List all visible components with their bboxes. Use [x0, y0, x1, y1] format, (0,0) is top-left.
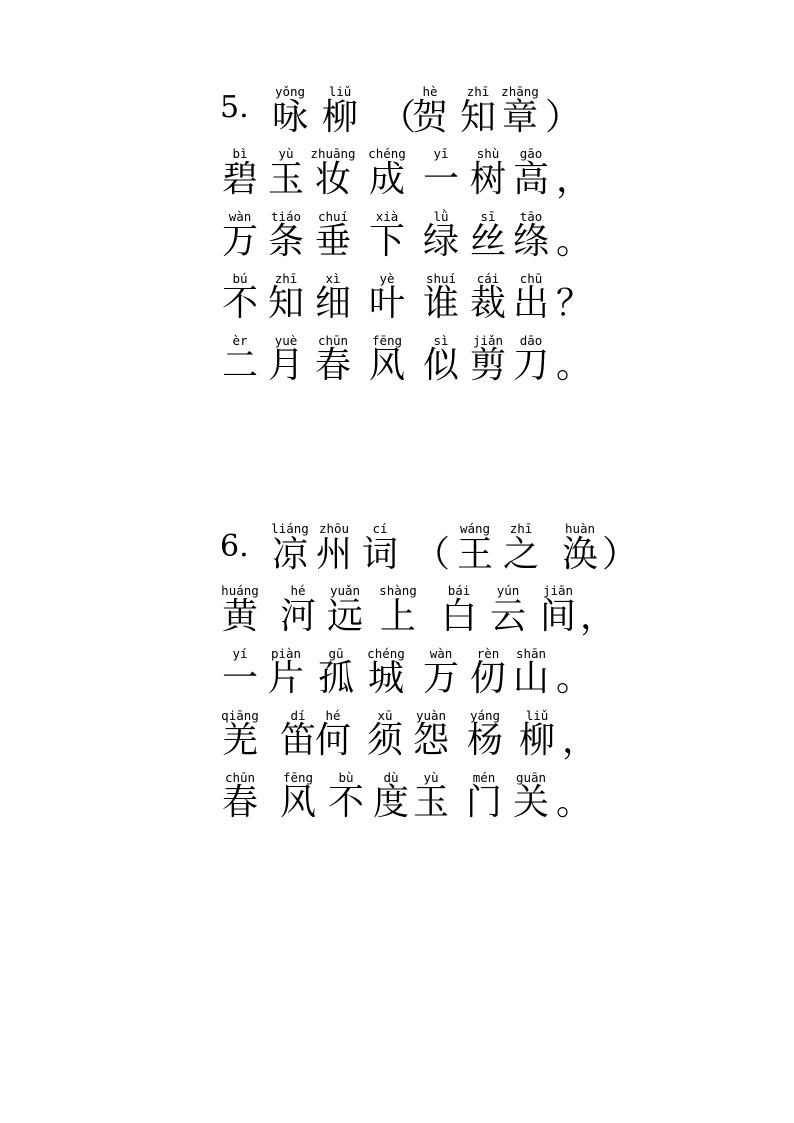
pinyin: gū: [328, 646, 344, 661]
pinyin: yún: [496, 583, 520, 598]
hanzi-character: 条: [267, 221, 305, 262]
hanzi-character: 似: [422, 345, 460, 386]
pinyin: hé: [290, 583, 306, 598]
pinyin: fēng: [282, 770, 314, 785]
pinyin: chéng: [367, 646, 405, 661]
hanzi-character: 贺: [411, 97, 449, 138]
pinyin: chūn: [317, 333, 349, 348]
punctuation: ，: [561, 720, 599, 761]
pinyin: zhuāng: [310, 146, 356, 161]
hanzi-character: 下: [368, 221, 406, 262]
hanzi-character: 涣: [561, 534, 599, 575]
pinyin: cái: [476, 271, 500, 286]
hanzi-character: 玉: [267, 159, 305, 200]
hanzi-character: 城: [367, 658, 405, 699]
hanzi-character: 之: [502, 534, 540, 575]
punctuation: ？: [555, 283, 593, 324]
pinyin: yí: [232, 646, 248, 661]
pinyin: gāo: [519, 146, 543, 161]
pinyin: piàn: [270, 646, 302, 661]
pinyin: yù: [423, 770, 439, 785]
punctuation: ）: [544, 97, 582, 138]
hanzi-character: 不: [221, 283, 259, 324]
hanzi-character: 山: [512, 658, 550, 699]
pinyin: yuàn: [415, 708, 447, 723]
pinyin: yuè: [274, 333, 298, 348]
hanzi-character: 王: [456, 534, 494, 575]
pinyin: jiān: [542, 583, 574, 598]
hanzi-character: 词: [361, 534, 399, 575]
pinyin: xià: [375, 209, 399, 224]
pinyin: guān: [515, 770, 547, 785]
pinyin: lǜ: [433, 209, 449, 224]
pinyin: chūn: [224, 770, 256, 785]
pinyin: shuí: [425, 271, 457, 286]
hanzi-character: 片: [267, 658, 305, 699]
pinyin: liáng: [271, 521, 309, 536]
pinyin: tiáo: [270, 209, 302, 224]
hanzi-character: 柳: [518, 720, 556, 761]
punctuation: ，: [579, 596, 617, 637]
hanzi-character: 间: [539, 596, 577, 637]
pinyin: cí: [372, 521, 388, 536]
hanzi-character: 仞: [469, 658, 507, 699]
hanzi-character: 玉: [412, 782, 450, 823]
hanzi-character: 春: [221, 782, 259, 823]
hanzi-character: 杨: [466, 720, 504, 761]
hanzi-character: 一: [422, 159, 460, 200]
pinyin: chuí: [317, 209, 349, 224]
pinyin: zhāng: [501, 84, 539, 99]
hanzi-character: 知: [267, 283, 305, 324]
hanzi-character: 成: [368, 159, 406, 200]
pinyin: yù: [278, 146, 294, 161]
hanzi-character: 谁: [422, 283, 460, 324]
pinyin: huáng: [221, 583, 259, 598]
hanzi-character: 门: [465, 782, 503, 823]
punctuation: （: [379, 97, 417, 138]
pinyin: shān: [515, 646, 547, 661]
punctuation: （: [413, 534, 451, 575]
pinyin: jiǎn: [472, 333, 504, 348]
pinyin: fēng: [371, 333, 403, 348]
hanzi-character: 月: [267, 345, 305, 386]
pinyin: sī: [480, 209, 496, 224]
hanzi-character: 丝: [469, 221, 507, 262]
hanzi-character: 关: [512, 782, 550, 823]
pinyin: liǔ: [525, 708, 549, 723]
hanzi-character: 剪: [469, 345, 507, 386]
punctuation: 。: [555, 782, 593, 823]
pinyin: bù: [338, 770, 354, 785]
hanzi-character: 树: [469, 159, 507, 200]
pinyin: yǒng: [274, 84, 306, 99]
punctuation: 。: [555, 658, 593, 699]
hanzi-character: 笛: [279, 720, 317, 761]
hanzi-character: 州: [315, 534, 353, 575]
pinyin: wàn: [228, 209, 252, 224]
hanzi-character: 黄: [221, 596, 259, 637]
hanzi-character: 万: [422, 658, 460, 699]
hanzi-character: 裁: [469, 283, 507, 324]
pinyin: sì: [433, 333, 449, 348]
pinyin: xì: [325, 271, 341, 286]
hanzi-character: 不: [327, 782, 365, 823]
hanzi-character: 风: [279, 782, 317, 823]
hanzi-character: 绿: [422, 221, 460, 262]
hanzi-character: 河: [279, 596, 317, 637]
hanzi-character: 二: [221, 345, 259, 386]
hanzi-character: 须: [366, 720, 404, 761]
punctuation: ，: [555, 159, 593, 200]
hanzi-character: 妆: [314, 159, 352, 200]
pinyin: chū: [519, 271, 543, 286]
hanzi-character: 高: [512, 159, 550, 200]
pinyin: xū: [377, 708, 393, 723]
hanzi-character: 章: [501, 97, 539, 138]
hanzi-character: 细: [314, 283, 352, 324]
hanzi-character: 白: [440, 596, 478, 637]
pinyin: rèn: [476, 646, 500, 661]
hanzi-character: 碧: [221, 159, 259, 200]
pinyin: shàng: [379, 583, 417, 598]
pinyin: zhī: [509, 521, 533, 536]
hanzi-character: 刀: [512, 345, 550, 386]
hanzi-character: 知: [459, 97, 497, 138]
hanzi-character: 风: [368, 345, 406, 386]
pinyin: zhī: [466, 84, 490, 99]
pinyin: zhōu: [318, 521, 350, 536]
hanzi-character: 出: [512, 283, 550, 324]
hanzi-character: 咏: [271, 97, 309, 138]
hanzi-character: 垂: [314, 221, 352, 262]
hanzi-character: 度: [372, 782, 410, 823]
pinyin: bú: [232, 271, 248, 286]
pinyin: èr: [232, 333, 248, 348]
pinyin: yáng: [469, 708, 501, 723]
pinyin: yī: [433, 146, 449, 161]
hanzi-character: 万: [221, 221, 259, 262]
hanzi-character: 一: [221, 658, 259, 699]
hanzi-character: 上: [379, 596, 417, 637]
pinyin: wàn: [429, 646, 453, 661]
pinyin: mén: [472, 770, 496, 785]
punctuation: 。: [555, 221, 593, 262]
punctuation: ）: [601, 534, 639, 575]
pinyin: shù: [476, 146, 500, 161]
hanzi-character: 春: [314, 345, 352, 386]
pinyin: bái: [447, 583, 471, 598]
pinyin: liǔ: [328, 84, 352, 99]
pinyin: huàn: [564, 521, 596, 536]
hanzi-character: 何: [314, 720, 352, 761]
pinyin: wáng: [459, 521, 491, 536]
pinyin: tāo: [519, 209, 543, 224]
pinyin: qiāng: [221, 708, 259, 723]
pinyin: dāo: [519, 333, 543, 348]
pinyin: yuǎn: [329, 583, 361, 598]
pinyin: hè: [422, 84, 438, 99]
pinyin: chéng: [368, 146, 406, 161]
hanzi-character: 羌: [221, 720, 259, 761]
punctuation: 。: [555, 345, 593, 386]
hanzi-character: 怨: [412, 720, 450, 761]
pinyin: dí: [290, 708, 306, 723]
hanzi-character: 凉: [271, 534, 309, 575]
pinyin: bì: [232, 146, 248, 161]
poem-number: 6.: [220, 529, 249, 564]
hanzi-character: 远: [326, 596, 364, 637]
pinyin: zhī: [274, 271, 298, 286]
pinyin: yè: [379, 271, 395, 286]
hanzi-character: 绦: [512, 221, 550, 262]
poem-number: 5.: [220, 90, 249, 125]
hanzi-character: 叶: [368, 283, 406, 324]
hanzi-character: 孤: [317, 658, 355, 699]
hanzi-character: 云: [489, 596, 527, 637]
pinyin: hé: [325, 708, 341, 723]
pinyin: dù: [383, 770, 399, 785]
hanzi-character: 柳: [321, 97, 359, 138]
